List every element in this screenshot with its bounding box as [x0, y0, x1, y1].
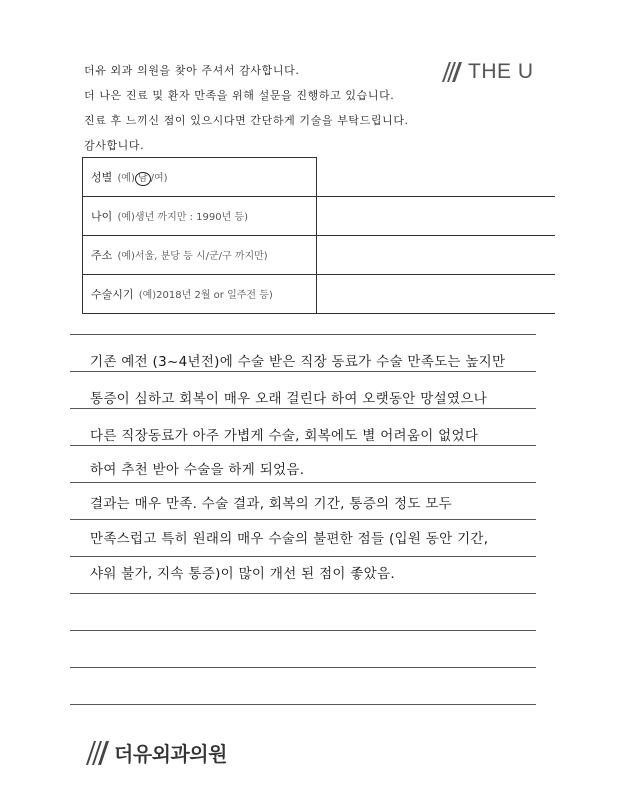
address-field-label: 주소 (예)서울, 분당 등 시/군/구 까지만)	[83, 236, 317, 275]
answer-line-1	[312, 196, 555, 197]
selected-option-circle: 남	[135, 172, 151, 186]
intro-line-2: 더 나은 진료 및 환자 만족을 위해 설문을 진행하고 있습니다.	[84, 89, 395, 102]
intro-line-1: 더유 외과 의원을 찾아 주셔서 감사합니다.	[84, 64, 300, 77]
handwritten-line-7: 샤워 불가, 지속 통증)이 많이 개선 된 점이 좋았음.	[90, 566, 395, 582]
handwritten-line-1: 기존 예전 (3~4년전)에 수술 받은 직장 동료가 수술 만족도는 높지만	[90, 354, 506, 370]
clinic-logo-top	[440, 60, 550, 84]
handwritten-line-5: 결과는 매우 만족. 수술 결과, 회복의 기간, 통증의 정도 모두	[90, 496, 452, 512]
intro-line-3: 진료 후 느끼신 점이 있으시다면 간단하게 기술을 부탁드립니다.	[84, 114, 409, 127]
surgery-date-field-label: 수술시기 (예)2018년 2월 or 일주전 등)	[83, 275, 317, 314]
gender-field-label: 성별 (예) 남 /여)	[83, 158, 317, 197]
age-field-label: 나이 (예)생년 까지만 : 1990년 등)	[83, 197, 317, 236]
brand-slash-icon	[440, 62, 466, 82]
answer-line-4	[312, 313, 555, 314]
logo-wordmark: THE U	[468, 60, 534, 83]
answer-line-3	[312, 274, 555, 275]
intro-line-4: 감사합니다.	[84, 139, 145, 152]
answer-line-2	[312, 235, 555, 236]
handwritten-line-4: 하여 추천 받아 수술을 하게 되었음.	[90, 462, 305, 478]
ruled-line	[70, 704, 536, 705]
gender-field-value[interactable]	[317, 158, 556, 197]
ruled-line	[70, 482, 536, 483]
clinic-logo-bottom	[84, 738, 227, 767]
handwritten-line-6: 만족스럽고 특히 원래의 매우 수술의 불편한 점들 (입원 동안 기간,	[90, 531, 489, 547]
age-field-value[interactable]	[317, 197, 556, 236]
ruled-line	[70, 667, 536, 668]
ruled-line	[70, 593, 536, 594]
clinic-name: 더유외과의원	[114, 742, 227, 766]
handwritten-line-3: 다른 직장동료가 아주 가볍게 수술, 회복에도 별 어려움이 없었다	[90, 428, 479, 444]
ruled-line	[70, 519, 536, 520]
ruled-line	[70, 408, 536, 409]
brand-slash-icon	[84, 741, 112, 765]
ruled-line	[70, 556, 536, 557]
ruled-line	[70, 445, 536, 446]
ruled-line	[70, 630, 536, 631]
ruled-line	[70, 334, 536, 335]
address-field-value[interactable]	[317, 236, 556, 275]
ruled-line	[70, 371, 536, 372]
surgery-date-field-value[interactable]	[317, 275, 556, 314]
handwritten-line-2: 통증이 심하고 회복이 매우 오래 걸린다 하여 오랫동안 망설였으나	[90, 391, 487, 407]
